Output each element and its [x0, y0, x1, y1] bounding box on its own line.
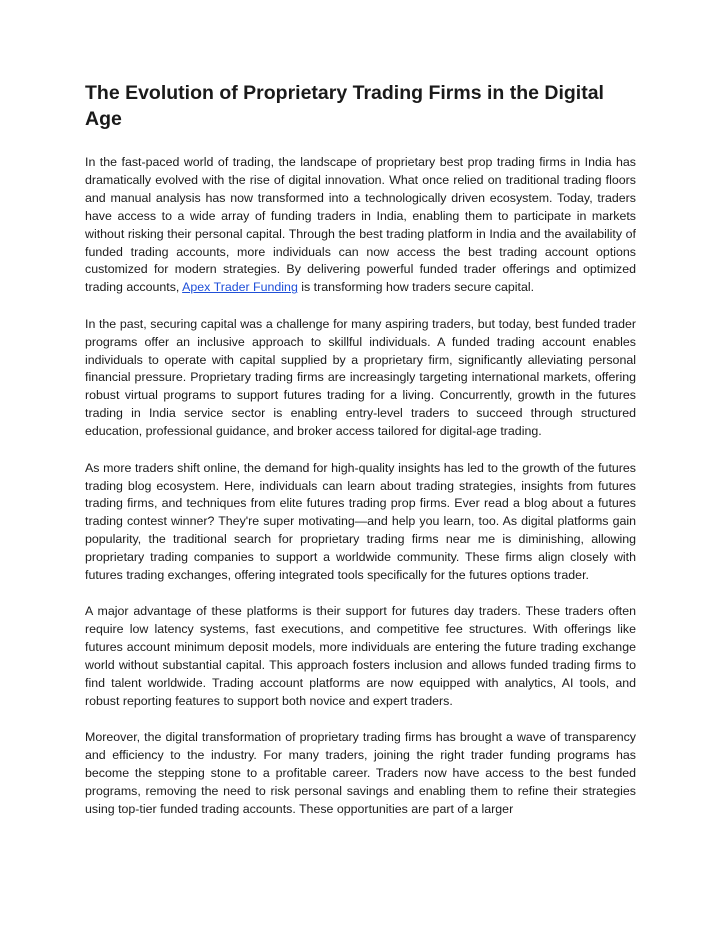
paragraph-3: As more traders shift online, the demand for high-quality insights has led to the growth of the futures trading blog ecosystem. Here, individuals can learn about trading strategies, insights from futures trading firms, and techniques from elite futures trading prop firms. Ever read a blog about a futures trading contest winner? They're super motivating—and help you learn, too. As digital platforms gain popularity, the traditional search for proprietary trading firms near me is diminishing, allowing proprietary trading companies to support a worldwide community. These firms align closely with futures trading exchanges, offering integrated tools specifically for the futures options trader.	[85, 460, 636, 583]
paragraph-1-text-after: is transforming how traders secure capital.	[297, 280, 535, 295]
page-title: The Evolution of Proprietary Trading Firms in the Digital Age	[85, 82, 604, 130]
paragraph-1-text-before: In the fast-paced world of trading, the landscape of proprietary best prop trading firms in India has dramatically evolved with the rise of digital innovation. What once relied on traditional trading floors and manual analysis has now transformed into a technologically driven ecosystem. Today, traders have access to a wide array of funding traders in India, enabling them to participate in markets without risking their personal capital. Through the best trading platform in India and the availability of funded trading accounts, more individuals can now access the best trading account options customized for modern strategies. By delivering powerful funded trader offerings and optimized trading accounts,	[85, 155, 636, 295]
paragraph-4: A major advantage of these platforms is their support for futures day traders. These traders often require low latency systems, fast executions, and competitive fee structures. With offerings like futures account minimum deposit models, more individuals are entering the future trading exchange world without substantial capital. This approach fosters inclusion and allows funded trading firms to find talent worldwide. Trading account platforms are now equipped with analytics, AI tools, and robust reporting features to support both novice and expert traders.	[85, 604, 636, 708]
paragraph-1	[85, 154, 636, 297]
document-page	[85, 80, 636, 837]
apex-trader-funding-link[interactable]: Apex Trader Funding	[182, 280, 298, 295]
paragraph-2: In the past, securing capital was a challenge for many aspiring traders, but today, best funded trader programs offer an inclusive approach to skillful individuals. A funded trading account enables individuals to operate with capital supplied by a proprietary firm, significantly alleviating personal financial pressure. Proprietary trading firms are increasingly targeting international markets, offering robust virtual programs to support futures trading for a living. Concurrently, growth in the futures trading in India service sector is enabling entry-level traders to succeed through structured education, professional guidance, and broker access tailored for digital-age trading.	[85, 316, 636, 439]
paragraph-5: Moreover, the digital transformation of proprietary trading firms has brought a wave of transparency and efficiency to the industry. For many traders, joining the right trader funding programs has become the stepping stone to a profitable career. Traders now have access to the best funded programs, removing the need to risk personal savings and enabling them to refine their strategies using top-tier funded trading accounts. These opportunities are part of a larger	[85, 730, 636, 816]
